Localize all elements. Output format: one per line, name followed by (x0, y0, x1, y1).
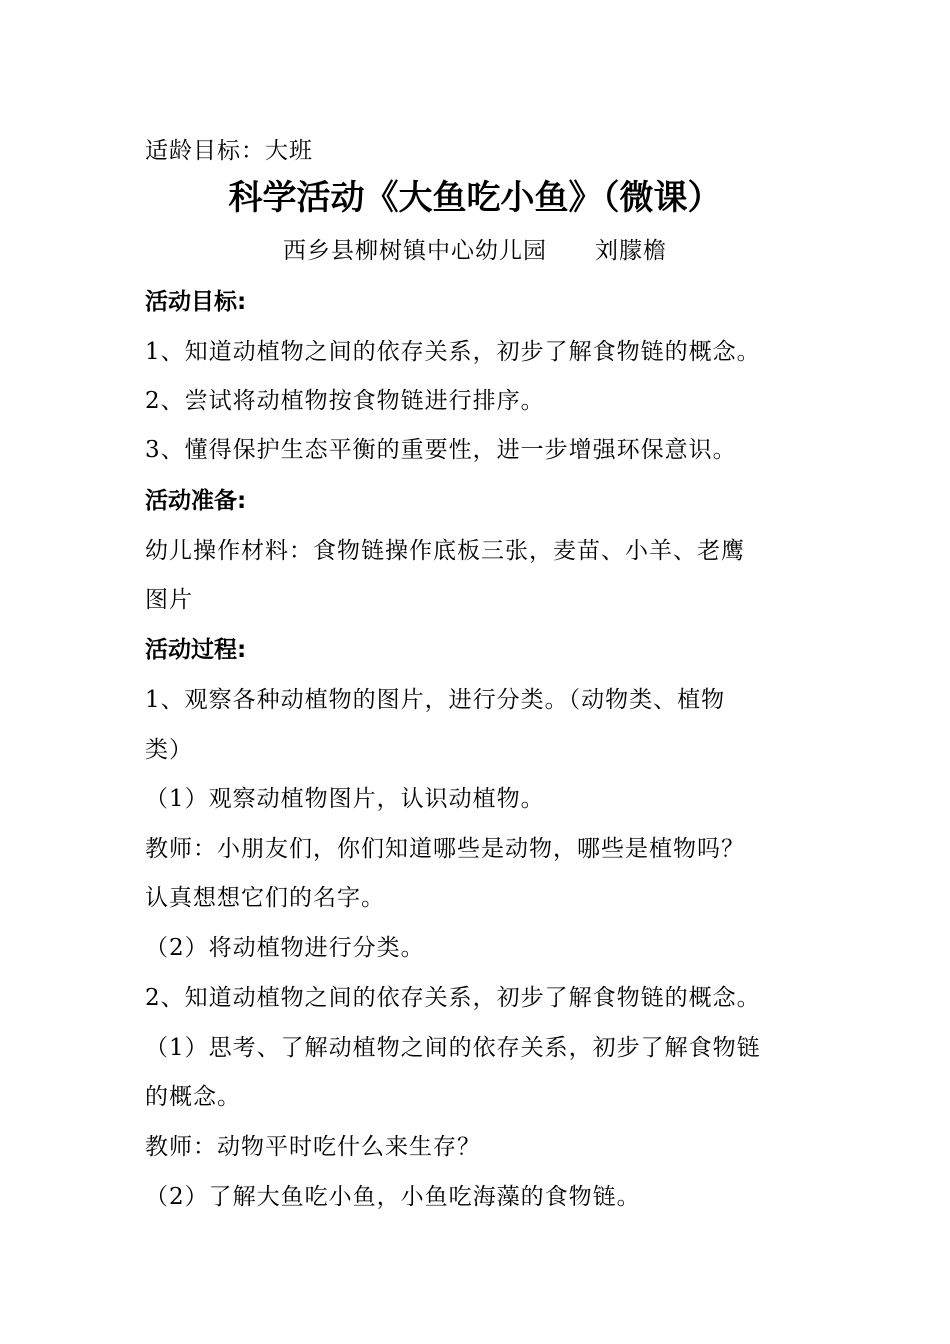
school-name: 西乡县柳树镇中心幼儿园 (283, 238, 547, 264)
author-line (0, 236, 950, 266)
goal-item: 2、尝试将动植物按食物链进行排序。 (145, 388, 545, 414)
age-target: 适龄目标：大班 (145, 138, 313, 164)
preparation-text: 幼儿操作材料：食物链操作底板三张，麦苗、小羊、老鹰 (145, 538, 745, 564)
document-title: 科学活动《大鱼吃小鱼》（微课） (228, 178, 722, 218)
preparation-heading: 活动准备: (145, 488, 247, 514)
teacher-question: 教师：动物平时吃什么来生存？ (145, 1134, 481, 1160)
process-step-1-sub-2: （2）将动植物进行分类。 (145, 935, 425, 961)
process-step-1-continued: 类） (145, 737, 193, 763)
process-step-2-sub-1: （1）思考、了解动植物之间的依存关系，初步了解食物链 (145, 1035, 761, 1061)
teacher-question: 教师：小朋友们，你们知道哪些是动物，哪些是植物吗？ (145, 836, 745, 862)
preparation-text-continued: 图片 (145, 587, 193, 613)
process-step-1: 1、观察各种动植物的图片，进行分类。（动物类、植物 (145, 687, 726, 713)
teacher-question-continued: 认真想想它们的名字。 (145, 885, 385, 911)
process-heading: 活动过程: (145, 637, 247, 663)
process-step-2-sub-2: （2）了解大鱼吃小鱼，小鱼吃海藻的食物链。 (145, 1184, 641, 1210)
author-name: 刘朦檐 (595, 238, 667, 264)
process-step-1-sub-1: （1）观察动植物图片，认识动植物。 (145, 786, 545, 812)
process-step-2: 2、知道动植物之间的依存关系，初步了解食物链的概念。 (145, 985, 761, 1011)
goal-item: 3、懂得保护生态平衡的重要性，进一步增强环保意识。 (145, 437, 737, 463)
goal-item: 1、知道动植物之间的依存关系，初步了解食物链的概念。 (145, 339, 761, 365)
process-step-2-sub-1-continued: 的概念。 (145, 1084, 241, 1110)
goals-heading: 活动目标: (145, 289, 247, 315)
